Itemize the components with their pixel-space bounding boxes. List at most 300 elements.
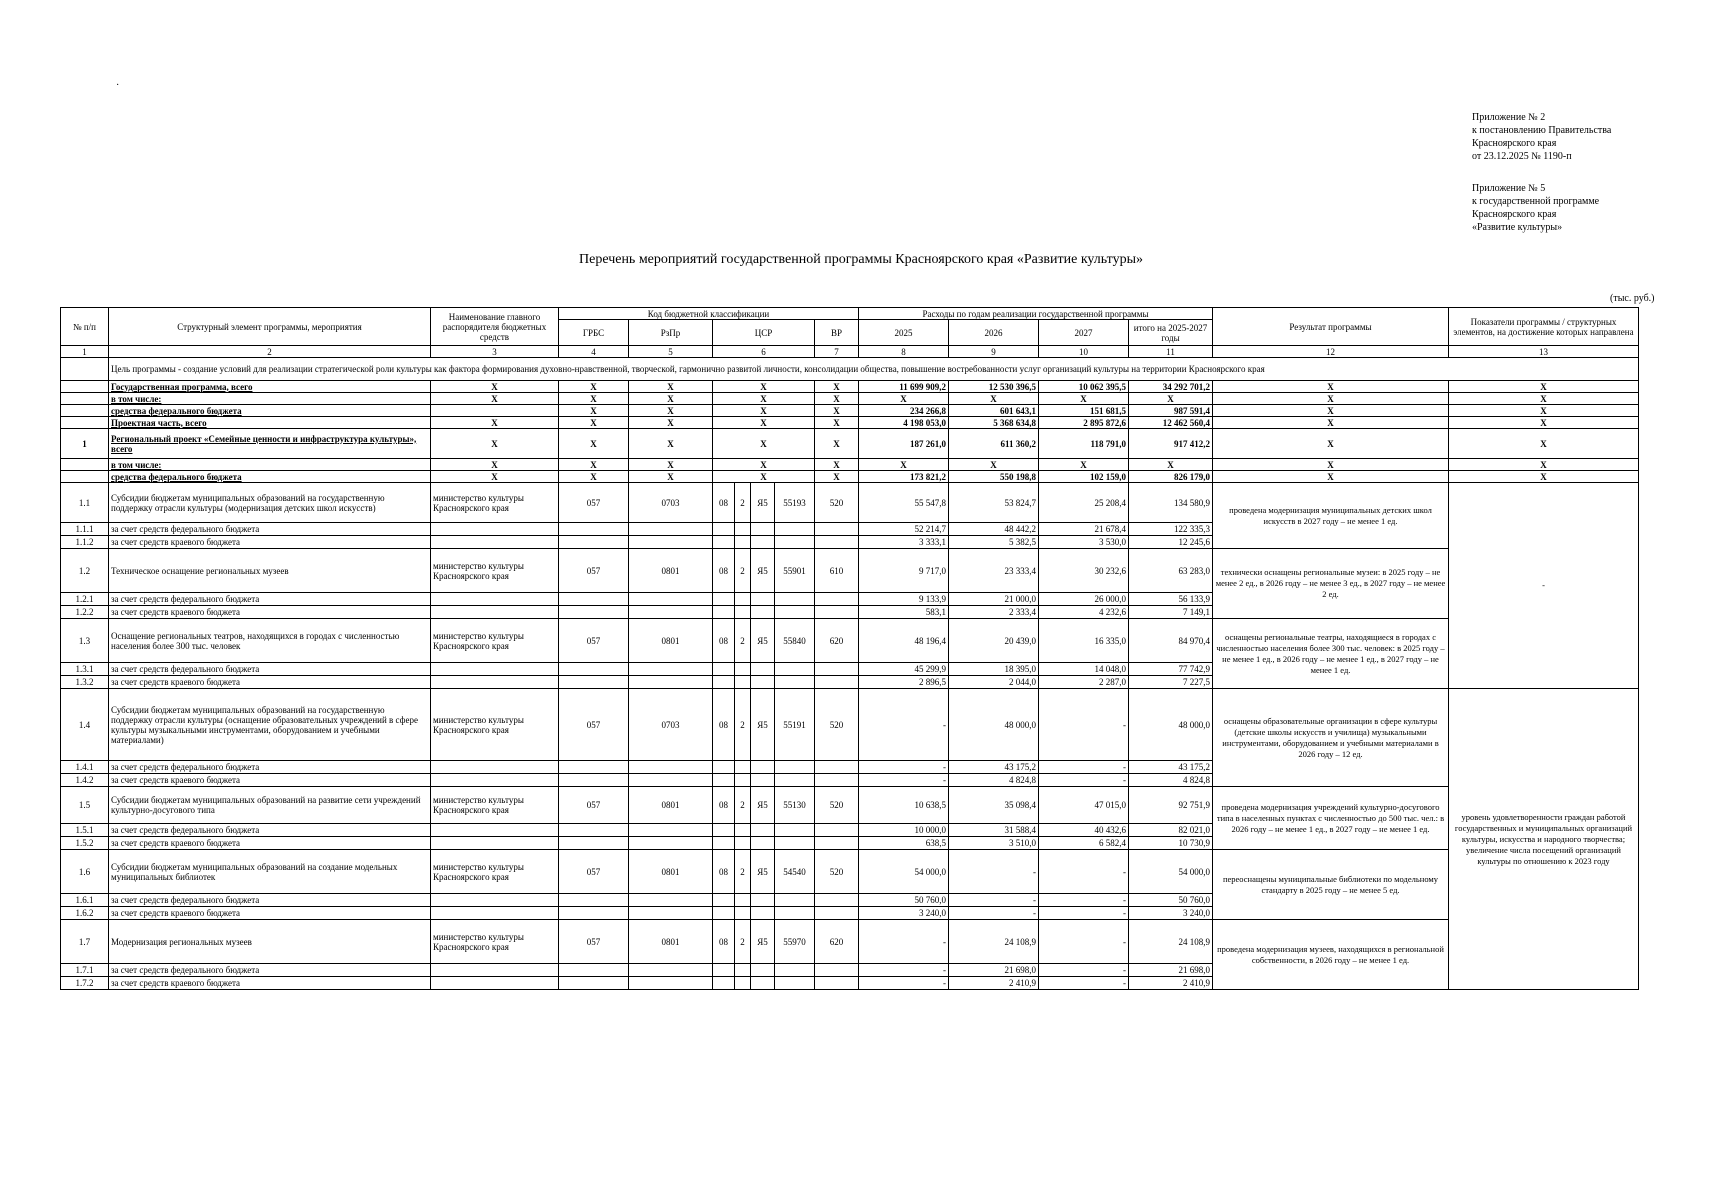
- sub-name: за счет средств краевого бюджета: [109, 606, 431, 619]
- header-rzpr: РзПр: [629, 320, 713, 346]
- sub-name: за счет средств федерального бюджета: [109, 663, 431, 676]
- csr-part: [735, 663, 751, 676]
- vr-cell: [815, 977, 859, 990]
- value-2027: -: [1039, 907, 1129, 920]
- rzpr-cell: 0801: [629, 850, 713, 894]
- row-name: Проектная часть, всего: [109, 417, 431, 429]
- grbs-cell: [559, 663, 629, 676]
- result-cell: переоснащены муниципальные библиотеки по модельному стандарту в 2025 году – не менее 5 ед.: [1213, 850, 1449, 920]
- indicator-cell: Х: [1449, 405, 1639, 417]
- indicator-dash: -: [1449, 483, 1639, 689]
- rzpr-cell: Х: [629, 405, 713, 417]
- header-indicators: Показатели программы / структурных элементов, на достижение которых направлена: [1449, 308, 1639, 346]
- csr-part: [735, 523, 751, 536]
- value-2026: 2 410,9: [949, 977, 1039, 990]
- csr-part: [775, 774, 815, 787]
- csr-part: 2: [735, 483, 751, 523]
- row-number: [61, 405, 109, 417]
- vr-cell: [815, 676, 859, 689]
- csr-part: [751, 761, 775, 774]
- csr-part: [735, 606, 751, 619]
- vr-cell: Х: [815, 459, 859, 471]
- header-num: № п/п: [61, 308, 109, 346]
- result-cell: проведена модернизация муниципальных детских школ искусств в 2027 году – не менее 1 ед.: [1213, 483, 1449, 549]
- csr-part: [775, 606, 815, 619]
- rzpr-cell: [629, 774, 713, 787]
- header-code: Код бюджетной классификации: [559, 308, 859, 320]
- row-number: 1.7.1: [61, 964, 109, 977]
- colnum: 12: [1213, 346, 1449, 358]
- rzpr-cell: Х: [629, 459, 713, 471]
- value-2026: 2 333,4: [949, 606, 1039, 619]
- grbs-cell: 057: [559, 619, 629, 663]
- csr-part: [775, 977, 815, 990]
- annex-line: «Развитие культуры»: [1472, 222, 1563, 233]
- sub-name: за счет средств краевого бюджета: [109, 536, 431, 549]
- csr-part: [713, 606, 735, 619]
- result-cell: оснащены образовательные организации в сфере культуры (детские школы искусств и училища) музыкальными инструментами, оборудованием и учебными материалами в 2026 году – 12 ед.: [1213, 689, 1449, 787]
- result-cell: оснащены региональные театры, находящиеся в городах с численностью населения более 300 тыс. человек: в 2025 году – не менее 1 ед., в 2026 году – не менее 1 ед., в 2027 году – не менее 1 ед.: [1213, 619, 1449, 689]
- csr-part: 55840: [775, 619, 815, 663]
- csr-part: 08: [713, 483, 735, 523]
- gr-cell: [431, 676, 559, 689]
- csr-part: [775, 964, 815, 977]
- row-number: [61, 417, 109, 429]
- row-name: Региональный проект «Семейные ценности и инфраструктура культуры», всего: [109, 429, 431, 459]
- value-2027: 21 678,4: [1039, 523, 1129, 536]
- grbs-cell: [559, 894, 629, 907]
- value-2025: 638,5: [859, 837, 949, 850]
- gr-cell: министерство культуры Красноярского края: [431, 787, 559, 824]
- csr-part: [775, 663, 815, 676]
- csr-part: 2: [735, 850, 751, 894]
- activity-name: Субсидии бюджетам муниципальных образований на государственную поддержку отрасли культуры (оснащение образовательных учреждений в сфере культуры музыкальными инструментами, оборудованием и учебными материалами): [109, 689, 431, 761]
- rzpr-cell: [629, 964, 713, 977]
- grbs-cell: [559, 761, 629, 774]
- gr-cell: [431, 977, 559, 990]
- csr-cell: Х: [713, 471, 815, 483]
- gr-cell: [431, 606, 559, 619]
- vr-cell: [815, 837, 859, 850]
- result-cell: Х: [1213, 429, 1449, 459]
- value-2027: -: [1039, 761, 1129, 774]
- header-csr: ЦСР: [713, 320, 815, 346]
- value-2026: 601 643,1: [949, 405, 1039, 417]
- vr-cell: 520: [815, 689, 859, 761]
- csr-part: [713, 894, 735, 907]
- annex-line: Красноярского края: [1472, 138, 1557, 149]
- vr-cell: Х: [815, 381, 859, 393]
- row-number: 1.1.1: [61, 523, 109, 536]
- document-title: Перечень мероприятий государственной программы Красноярского края «Развитие культуры»: [579, 252, 1143, 267]
- csr-part: [775, 894, 815, 907]
- value-2025: 4 198 053,0: [859, 417, 949, 429]
- value-total: 54 000,0: [1129, 850, 1213, 894]
- annex-line: Приложение № 2: [1472, 112, 1546, 123]
- value-2025: 2 896,5: [859, 676, 949, 689]
- gr-cell: Х: [431, 393, 559, 405]
- row-number: 1.4.2: [61, 774, 109, 787]
- rzpr-cell: [629, 837, 713, 850]
- header-grbs: ГРБС: [559, 320, 629, 346]
- value-2026: 20 439,0: [949, 619, 1039, 663]
- csr-part: 08: [713, 850, 735, 894]
- vr-cell: 620: [815, 619, 859, 663]
- gr-cell: Х: [431, 471, 559, 483]
- csr-part: [775, 536, 815, 549]
- value-total: 92 751,9: [1129, 787, 1213, 824]
- csr-part: [735, 894, 751, 907]
- row-number: 1.5.1: [61, 824, 109, 837]
- csr-part: [751, 676, 775, 689]
- gr-cell: [431, 894, 559, 907]
- csr-part: 2: [735, 619, 751, 663]
- rzpr-cell: [629, 894, 713, 907]
- result-cell: проведена модернизация музеев, находящихся в региональной собственности, в 2026 году – не менее 1 ед.: [1213, 920, 1449, 990]
- rzpr-cell: Х: [629, 381, 713, 393]
- gr-cell: [431, 523, 559, 536]
- value-total: 82 021,0: [1129, 824, 1213, 837]
- csr-part: Я5: [751, 689, 775, 761]
- csr-part: [751, 824, 775, 837]
- activity-name: Модернизация региональных музеев: [109, 920, 431, 964]
- value-2025: 52 214,7: [859, 523, 949, 536]
- grbs-cell: 057: [559, 549, 629, 593]
- gr-cell: [431, 774, 559, 787]
- value-2025: 3 240,0: [859, 907, 949, 920]
- gr-cell: [431, 536, 559, 549]
- rzpr-cell: [629, 761, 713, 774]
- gr-cell: [431, 761, 559, 774]
- row-number: 1.3: [61, 619, 109, 663]
- summary-row: [61, 429, 1639, 459]
- vr-cell: 520: [815, 850, 859, 894]
- vr-cell: [815, 663, 859, 676]
- gr-cell: министерство культуры Красноярского края: [431, 549, 559, 593]
- activity-row: [61, 920, 1639, 964]
- result-cell: Х: [1213, 405, 1449, 417]
- value-total: 34 292 701,2: [1129, 381, 1213, 393]
- csr-part: [751, 536, 775, 549]
- csr-part: Я5: [751, 920, 775, 964]
- value-2025: 55 547,8: [859, 483, 949, 523]
- rzpr-cell: 0703: [629, 483, 713, 523]
- csr-part: [751, 663, 775, 676]
- grbs-cell: [559, 837, 629, 850]
- value-2027: -: [1039, 894, 1129, 907]
- annex-line: Красноярского края: [1472, 209, 1557, 220]
- gr-cell: Х: [431, 429, 559, 459]
- csr-part: [751, 606, 775, 619]
- value-2026: 23 333,4: [949, 549, 1039, 593]
- value-total: 12 462 560,4: [1129, 417, 1213, 429]
- value-2026: 21 698,0: [949, 964, 1039, 977]
- row-number: 1.7: [61, 920, 109, 964]
- grbs-cell: Х: [559, 393, 629, 405]
- value-2025: Х: [859, 393, 949, 405]
- vr-cell: 520: [815, 483, 859, 523]
- rzpr-cell: [629, 824, 713, 837]
- indicator-cell: Х: [1449, 429, 1639, 459]
- colnum: 3: [431, 346, 559, 358]
- row-number: 1.4: [61, 689, 109, 761]
- row-number: 1.6: [61, 850, 109, 894]
- value-2027: Х: [1039, 459, 1129, 471]
- row-number: 1.7.2: [61, 977, 109, 990]
- vr-cell: Х: [815, 405, 859, 417]
- sub-name: за счет средств федерального бюджета: [109, 761, 431, 774]
- colnum: 4: [559, 346, 629, 358]
- row-number: 1.5.2: [61, 837, 109, 850]
- value-2027: 4 232,6: [1039, 606, 1129, 619]
- row-name: Государственная программа, всего: [109, 381, 431, 393]
- value-2025: -: [859, 977, 949, 990]
- units-label: (тыс. руб.): [1610, 293, 1655, 304]
- activity-row: [61, 689, 1639, 761]
- value-2025: 234 266,8: [859, 405, 949, 417]
- gr-cell: Х: [431, 381, 559, 393]
- rzpr-cell: 0703: [629, 689, 713, 761]
- header-gr: Наименование главного распорядителя бюджетных средств: [431, 308, 559, 346]
- csr-part: [713, 907, 735, 920]
- indicator-cell: Х: [1449, 417, 1639, 429]
- csr-part: [751, 593, 775, 606]
- activity-row: [61, 483, 1639, 523]
- row-number: 1.1.2: [61, 536, 109, 549]
- vr-cell: [815, 774, 859, 787]
- row-name: средства федерального бюджета: [109, 471, 431, 483]
- csr-part: Я5: [751, 619, 775, 663]
- summary-row: [61, 471, 1639, 483]
- rzpr-cell: Х: [629, 429, 713, 459]
- value-total: 12 245,6: [1129, 536, 1213, 549]
- result-cell: Х: [1213, 393, 1449, 405]
- colnum: 6: [713, 346, 815, 358]
- vr-cell: [815, 593, 859, 606]
- value-2027: 2 287,0: [1039, 676, 1129, 689]
- header-element: Структурный элемент программы, мероприятия: [109, 308, 431, 346]
- vr-cell: [815, 907, 859, 920]
- table-body: [61, 358, 1639, 990]
- value-total: 50 760,0: [1129, 894, 1213, 907]
- value-2025: 54 000,0: [859, 850, 949, 894]
- csr-part: Я5: [751, 549, 775, 593]
- csr-part: [775, 523, 815, 536]
- csr-part: [775, 824, 815, 837]
- value-2025: -: [859, 761, 949, 774]
- value-2026: 48 442,2: [949, 523, 1039, 536]
- value-2025: 173 821,2: [859, 471, 949, 483]
- colnum: 2: [109, 346, 431, 358]
- value-total: 122 335,3: [1129, 523, 1213, 536]
- value-total: 917 412,2: [1129, 429, 1213, 459]
- value-total: 77 742,9: [1129, 663, 1213, 676]
- result-cell: Х: [1213, 417, 1449, 429]
- annex-line: к постановлению Правительства: [1472, 125, 1612, 136]
- gr-cell: министерство культуры Красноярского края: [431, 850, 559, 894]
- value-total: 3 240,0: [1129, 907, 1213, 920]
- csr-part: [713, 676, 735, 689]
- csr-part: [751, 964, 775, 977]
- row-number: [61, 471, 109, 483]
- value-total: Х: [1129, 393, 1213, 405]
- row-number: 1: [61, 429, 109, 459]
- header-2025: 2025: [859, 320, 949, 346]
- value-2027: 26 000,0: [1039, 593, 1129, 606]
- value-2026: 550 198,8: [949, 471, 1039, 483]
- grbs-cell: Х: [559, 429, 629, 459]
- activity-name: Субсидии бюджетам муниципальных образований на развитие сети учреждений культурно-досугового типа: [109, 787, 431, 824]
- value-total: 48 000,0: [1129, 689, 1213, 761]
- sub-name: за счет средств федерального бюджета: [109, 964, 431, 977]
- row-number: 1.1: [61, 483, 109, 523]
- csr-part: [751, 774, 775, 787]
- value-2026: 48 000,0: [949, 689, 1039, 761]
- csr-part: [713, 663, 735, 676]
- grbs-cell: [559, 676, 629, 689]
- value-2025: 10 638,5: [859, 787, 949, 824]
- value-2026: Х: [949, 459, 1039, 471]
- vr-cell: [815, 536, 859, 549]
- vr-cell: Х: [815, 417, 859, 429]
- value-total: 63 283,0: [1129, 549, 1213, 593]
- summary-row: [61, 381, 1639, 393]
- value-2025: 11 699 909,2: [859, 381, 949, 393]
- csr-part: 55130: [775, 787, 815, 824]
- rzpr-cell: [629, 907, 713, 920]
- value-2026: 21 000,0: [949, 593, 1039, 606]
- sub-name: за счет средств краевого бюджета: [109, 907, 431, 920]
- csr-part: [735, 536, 751, 549]
- activity-row: [61, 549, 1639, 593]
- activity-name: Оснащение региональных театров, находящихся в городах с численностью населения более 300 тыс. человек: [109, 619, 431, 663]
- value-total: 43 175,2: [1129, 761, 1213, 774]
- rzpr-cell: [629, 977, 713, 990]
- value-2026: 53 824,7: [949, 483, 1039, 523]
- csr-part: 2: [735, 920, 751, 964]
- gr-cell: [431, 593, 559, 606]
- csr-part: [775, 676, 815, 689]
- result-cell: Х: [1213, 381, 1449, 393]
- summary-row: [61, 405, 1639, 417]
- column-numbers-row: [61, 346, 1639, 358]
- colnum: 13: [1449, 346, 1639, 358]
- rzpr-cell: 0801: [629, 549, 713, 593]
- csr-part: [735, 593, 751, 606]
- vr-cell: [815, 894, 859, 907]
- csr-part: [735, 774, 751, 787]
- value-total: 4 824,8: [1129, 774, 1213, 787]
- rzpr-cell: 0801: [629, 920, 713, 964]
- result-cell: технически оснащены региональные музеи: в 2025 году – не менее 2 ед., в 2026 году – не менее 3 ед., в 2027 году – не менее 2 ед.: [1213, 549, 1449, 619]
- activities-table: [60, 307, 1639, 990]
- value-2025: 50 760,0: [859, 894, 949, 907]
- program-goal: Цель программы - создание условий для реализации стратегической роли культуры как фактора формирования духовно-нравственной, творческой, гармонично развитой личности, консолидации общества, повышение востребованности услуг организаций культуры на территории Красноярского края: [109, 358, 1639, 381]
- gr-cell: [431, 824, 559, 837]
- value-2027: -: [1039, 689, 1129, 761]
- csr-part: [713, 774, 735, 787]
- csr-part: [775, 593, 815, 606]
- value-2025: 3 333,1: [859, 536, 949, 549]
- annex-line: Приложение № 5: [1472, 183, 1546, 194]
- rzpr-cell: [629, 676, 713, 689]
- grbs-cell: [559, 593, 629, 606]
- value-total: 134 580,9: [1129, 483, 1213, 523]
- gr-cell: министерство культуры Красноярского края: [431, 619, 559, 663]
- colnum: 10: [1039, 346, 1129, 358]
- grbs-cell: Х: [559, 405, 629, 417]
- csr-part: [735, 907, 751, 920]
- value-2027: 102 159,0: [1039, 471, 1129, 483]
- value-2026: 24 108,9: [949, 920, 1039, 964]
- grbs-cell: [559, 824, 629, 837]
- row-number: 1.6.1: [61, 894, 109, 907]
- csr-part: 55901: [775, 549, 815, 593]
- rzpr-cell: Х: [629, 417, 713, 429]
- summary-row: [61, 417, 1639, 429]
- value-total: 10 730,9: [1129, 837, 1213, 850]
- grbs-cell: [559, 774, 629, 787]
- value-2027: Х: [1039, 393, 1129, 405]
- csr-part: Я5: [751, 787, 775, 824]
- activity-row: [61, 787, 1639, 824]
- value-2027: 2 895 872,6: [1039, 417, 1129, 429]
- row-number: [61, 381, 109, 393]
- csr-part: 2: [735, 787, 751, 824]
- row-name: в том числе:: [109, 393, 431, 405]
- header-2026: 2026: [949, 320, 1039, 346]
- grbs-cell: Х: [559, 417, 629, 429]
- csr-part: [713, 837, 735, 850]
- vr-cell: 520: [815, 787, 859, 824]
- annex-line: от 23.12.2025 № 1190-п: [1472, 151, 1572, 162]
- sub-name: за счет средств краевого бюджета: [109, 774, 431, 787]
- sub-name: за счет средств краевого бюджета: [109, 977, 431, 990]
- rzpr-cell: [629, 663, 713, 676]
- csr-part: [713, 523, 735, 536]
- vr-cell: 620: [815, 920, 859, 964]
- csr-part: [735, 964, 751, 977]
- row-number: 1.6.2: [61, 907, 109, 920]
- value-2025: 187 261,0: [859, 429, 949, 459]
- indicator-cell: Х: [1449, 381, 1639, 393]
- csr-cell: Х: [713, 405, 815, 417]
- header-vr: ВР: [815, 320, 859, 346]
- gr-cell: министерство культуры Красноярского края: [431, 483, 559, 523]
- gr-cell: министерство культуры Красноярского края: [431, 689, 559, 761]
- goal-row: [61, 358, 1639, 381]
- csr-part: 2: [735, 689, 751, 761]
- grbs-cell: 057: [559, 920, 629, 964]
- value-2026: 43 175,2: [949, 761, 1039, 774]
- grbs-cell: 057: [559, 483, 629, 523]
- activity-row: [61, 619, 1639, 663]
- csr-cell: Х: [713, 459, 815, 471]
- csr-part: 08: [713, 619, 735, 663]
- value-2026: Х: [949, 393, 1039, 405]
- grbs-cell: 057: [559, 689, 629, 761]
- gr-cell: Х: [431, 417, 559, 429]
- csr-part: Я5: [751, 850, 775, 894]
- csr-part: [713, 824, 735, 837]
- vr-cell: [815, 824, 859, 837]
- value-2025: -: [859, 774, 949, 787]
- value-total: Х: [1129, 459, 1213, 471]
- row-number: 1.5: [61, 787, 109, 824]
- value-2027: 14 048,0: [1039, 663, 1129, 676]
- colnum: 8: [859, 346, 949, 358]
- value-2027: 40 432,6: [1039, 824, 1129, 837]
